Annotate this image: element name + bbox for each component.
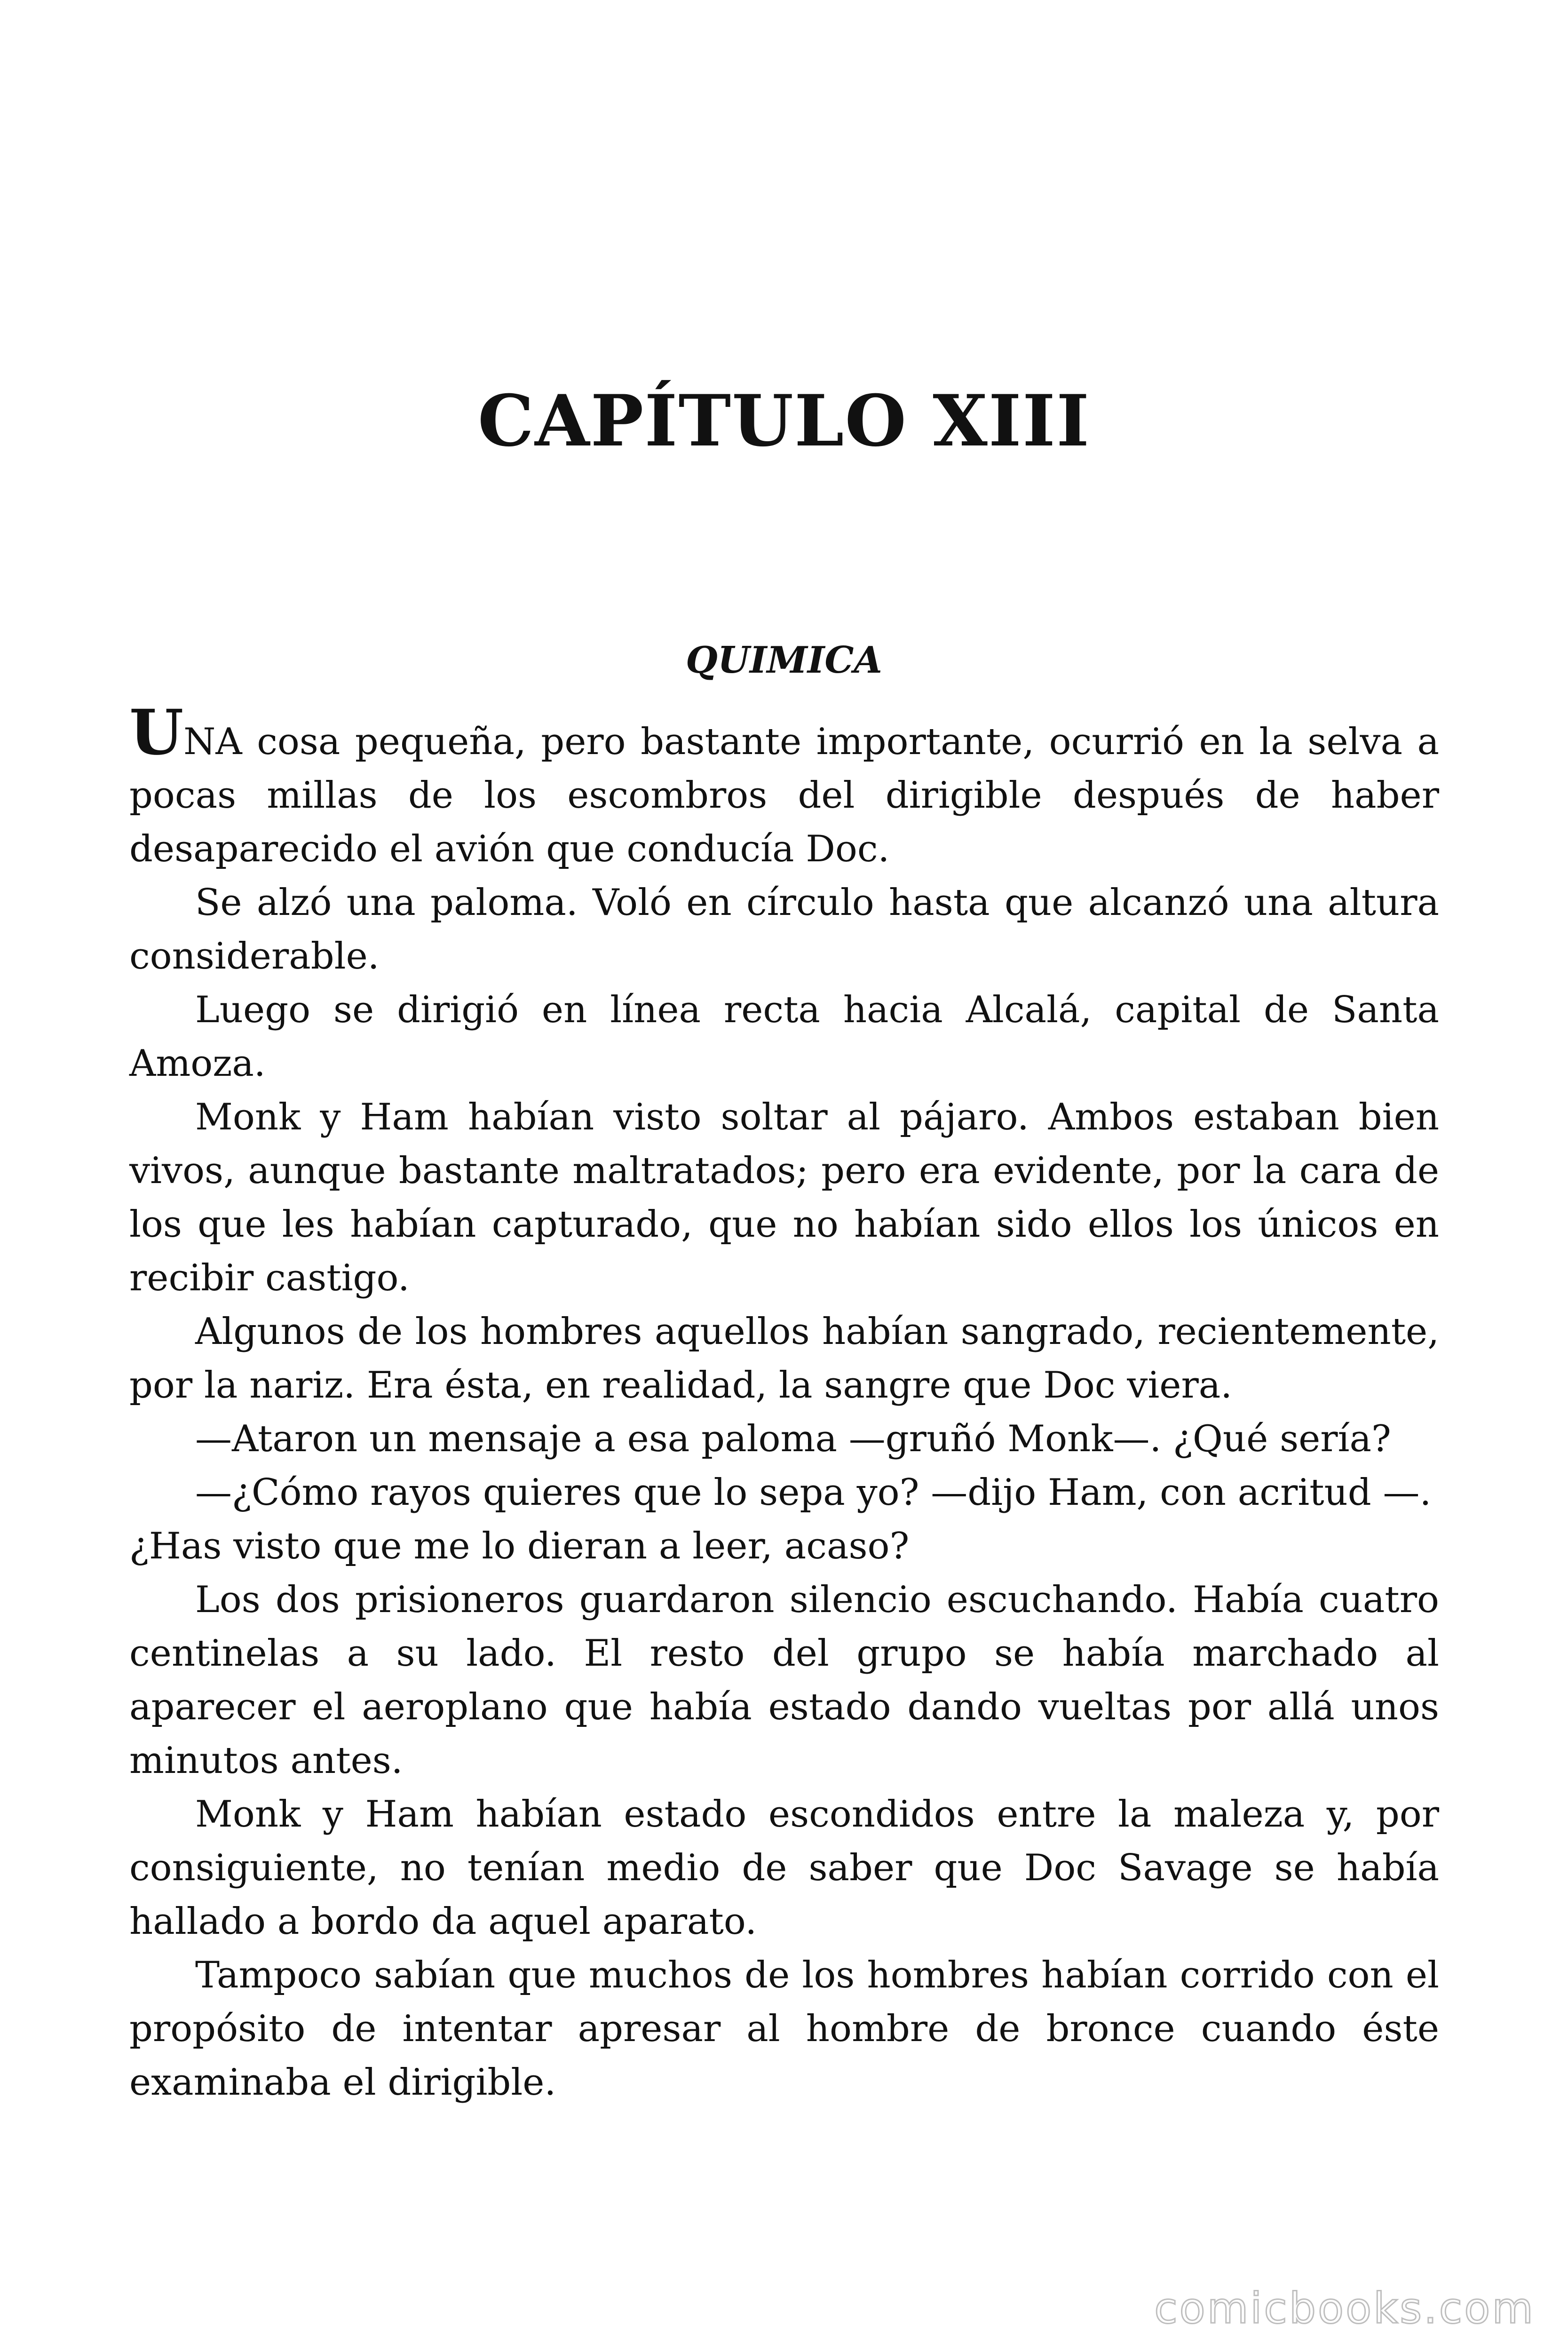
paragraph-first (129, 696, 1439, 876)
section-title: QUIMICA (686, 639, 882, 682)
drop-cap: U (129, 696, 184, 769)
paragraph: —Ataron un mensaje a esa paloma —gruñó Monk—. ¿Qué sería? (195, 1418, 1391, 1460)
watermark: comicbooks.com (1154, 2284, 1535, 2333)
paragraph-first-text: NA cosa pequeña, pero bastante importante, ocurrió en la selva a pocas millas de los escombros del dirigible después de haber desaparecido el avión que conducía Doc. (129, 721, 1439, 870)
paragraph: Se alzó una paloma. Voló en círculo hasta que alcanzó una altura considerable. (129, 882, 1439, 977)
body-text (129, 696, 1439, 2109)
chapter-title: CAPÍTULO XIII (477, 380, 1091, 462)
paragraph: Monk y Ham habían visto soltar al pájaro. Ambos estaban bien vivos, aunque bastante maltratados; pero era evidente, por la cara de los que les habían capturado, que no habían sido ellos los únicos en recibir castigo. (129, 1096, 1439, 1299)
paragraph: Algunos de los hombres aquellos habían sangrado, recientemente, por la nariz. Era ésta, en realidad, la sangre que Doc viera. (129, 1311, 1439, 1406)
paragraph: —¿Cómo rayos quieres que lo sepa yo? —dijo Ham, con acritud —. ¿Has visto que me lo dieran a leer, acaso? (129, 1471, 1432, 1567)
paragraph: Luego se dirigió en línea recta hacia Alcalá, capital de Santa Amoza. (129, 989, 1439, 1085)
paragraph: Tampoco sabían que muchos de los hombres habían corrido con el propósito de intentar apresar al hombre de bronce cuando éste examinaba el dirigible. (129, 1954, 1439, 2104)
paragraph: Los dos prisioneros guardaron silencio escuchando. Había cuatro centinelas a su lado. El resto del grupo se había marchado al aparecer el aeroplano que había estado dando vueltas por allá unos minutos antes. (129, 1579, 1439, 1782)
paragraph: Monk y Ham habían estado escondidos entre la maleza y, por consiguiente, no tenían medio de saber que Doc Savage se había hallado a bordo da aquel aparato. (129, 1793, 1439, 1943)
